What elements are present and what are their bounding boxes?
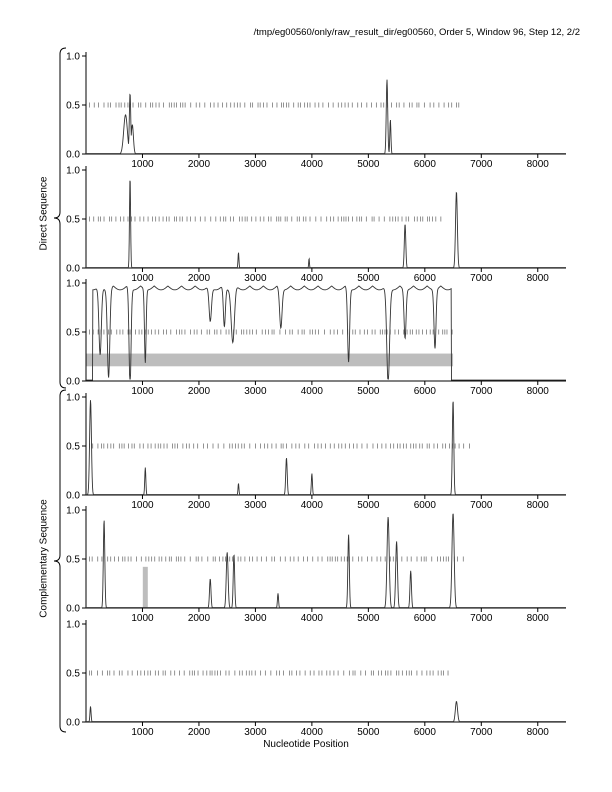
y-tick-label: 0.5: [66, 554, 80, 566]
x-tick-label: 8000: [526, 386, 549, 397]
group-label-complementary: Complementary Sequence: [38, 499, 50, 618]
y-tick-label: 1.0: [66, 619, 80, 631]
x-tick-label: 5000: [357, 727, 380, 738]
x-tick-label: 2000: [187, 159, 211, 170]
x-tick-label: 7000: [470, 159, 493, 170]
x-tick-label: 3000: [244, 500, 267, 511]
x-tick-label: 2000: [187, 386, 211, 397]
x-tick-label: 7000: [470, 613, 493, 624]
y-tick-label: 0.5: [66, 668, 80, 680]
x-tick-label: 2000: [187, 727, 211, 738]
highlight-band: [86, 354, 453, 367]
x-tick-label: 1000: [131, 273, 154, 284]
x-tick-label: 6000: [413, 159, 436, 170]
x-tick-label: 7000: [470, 727, 493, 738]
x-tick-label: 1000: [131, 727, 154, 738]
x-axis-label: Nucleotide Position: [263, 739, 349, 750]
x-tick-label: 6000: [413, 273, 436, 284]
x-tick-label: 1000: [131, 500, 154, 511]
x-tick-label: 5000: [357, 500, 380, 511]
x-tick-label: 4000: [300, 613, 324, 624]
x-tick-label: 2000: [187, 273, 211, 284]
group-label-direct: Direct Sequence: [38, 176, 50, 251]
x-tick-label: 4000: [300, 386, 324, 397]
y-tick-label: 0.5: [66, 100, 80, 112]
y-tick-label: 0.5: [66, 327, 80, 339]
x-tick-label: 8000: [526, 727, 549, 738]
series-line: [86, 80, 566, 154]
x-tick-label: 7000: [470, 500, 493, 511]
y-tick-label: 0.0: [66, 717, 80, 729]
x-tick-label: 1000: [131, 613, 154, 624]
x-tick-label: 8000: [526, 613, 549, 624]
data-bar: [143, 567, 148, 608]
y-tick-label: 1.0: [66, 392, 80, 404]
x-tick-label: 4000: [300, 159, 324, 170]
bracket-complementary: [54, 390, 66, 732]
y-tick-label: 0.5: [66, 214, 80, 226]
x-tick-label: 6000: [413, 727, 436, 738]
x-tick-label: 8000: [526, 500, 549, 511]
x-tick-label: 2000: [187, 613, 211, 624]
x-tick-label: 5000: [357, 159, 380, 170]
x-tick-label: 4000: [300, 500, 324, 511]
x-tick-label: 1000: [131, 386, 154, 397]
x-tick-label: 3000: [244, 613, 267, 624]
x-tick-label: 3000: [244, 159, 267, 170]
y-tick-label: 0.0: [66, 603, 80, 615]
y-tick-label: 1.0: [66, 165, 80, 177]
x-tick-label: 3000: [244, 727, 267, 738]
y-tick-label: 0.0: [66, 149, 80, 161]
y-tick-label: 1.0: [66, 278, 80, 290]
x-tick-label: 6000: [413, 500, 436, 511]
x-tick-label: 5000: [357, 613, 380, 624]
y-tick-label: 1.0: [66, 51, 80, 63]
x-tick-label: 8000: [526, 273, 549, 284]
y-tick-label: 1.0: [66, 505, 80, 517]
x-tick-label: 4000: [300, 727, 324, 738]
bracket-direct: [54, 48, 66, 388]
x-tick-label: 5000: [357, 273, 380, 284]
y-tick-label: 0.5: [66, 441, 80, 453]
y-tick-label: 0.0: [66, 263, 80, 275]
x-tick-label: 2000: [187, 500, 211, 511]
y-tick-label: 0.0: [66, 376, 80, 388]
series-line: [86, 181, 566, 268]
x-tick-label: 3000: [244, 273, 267, 284]
x-tick-label: 4000: [300, 273, 324, 284]
x-tick-label: 7000: [470, 386, 493, 397]
x-tick-label: 1000: [131, 159, 154, 170]
series-line: [86, 514, 566, 608]
x-tick-label: 7000: [470, 273, 493, 284]
x-tick-label: 8000: [526, 159, 549, 170]
x-tick-label: 3000: [244, 386, 267, 397]
x-tick-label: 6000: [413, 386, 436, 397]
x-tick-label: 6000: [413, 613, 436, 624]
y-tick-label: 0.0: [66, 490, 80, 502]
chart-header: /tmp/eg00560/only/raw_result_dir/eg00560, Order 5, Window 96, Step 12, 2/2: [253, 27, 580, 38]
series-line: [86, 702, 566, 722]
x-tick-label: 5000: [357, 386, 380, 397]
